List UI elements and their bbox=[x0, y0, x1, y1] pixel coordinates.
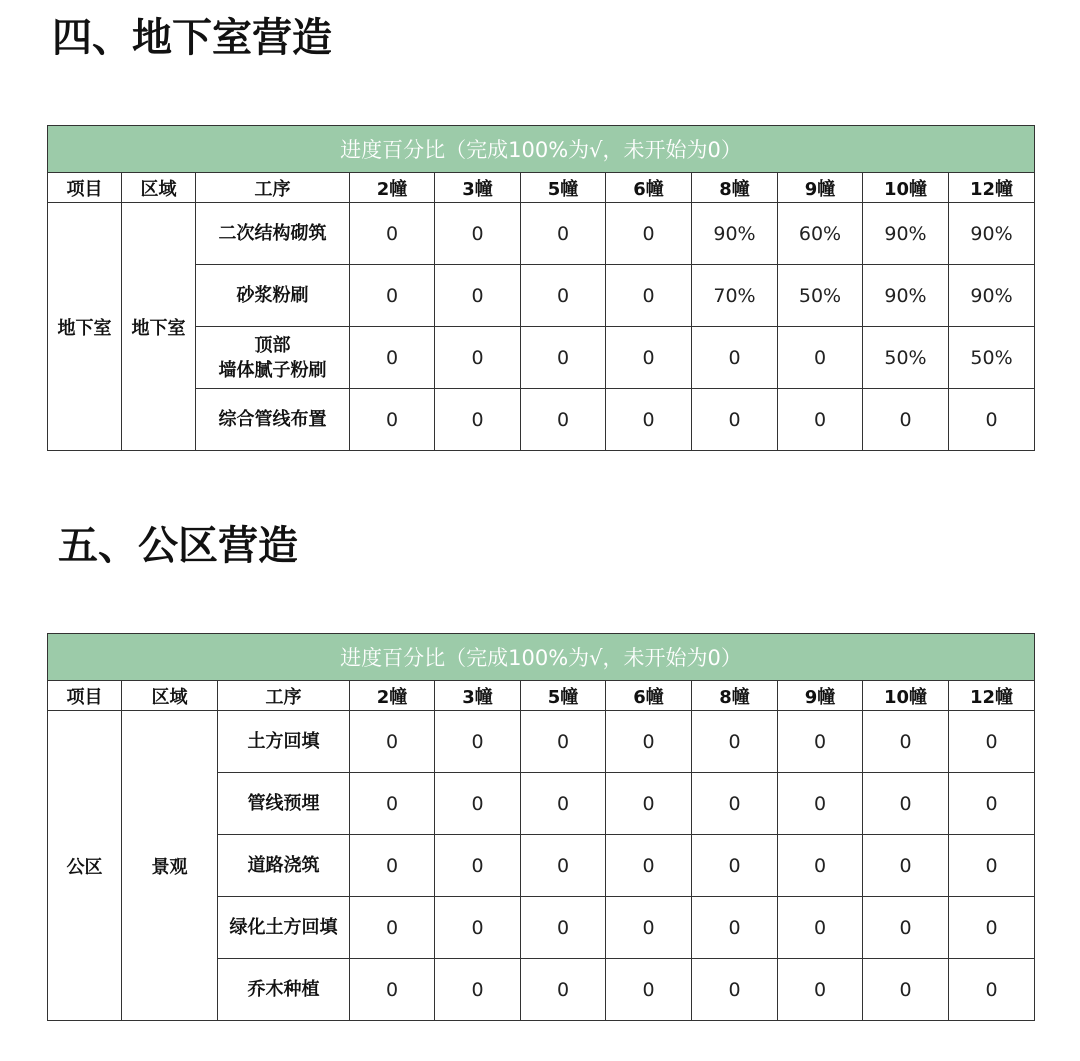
progress-value: 0 bbox=[949, 959, 1035, 1021]
section-title-basement: 四、地下室营造 bbox=[52, 15, 332, 61]
progress-value: 0 bbox=[863, 897, 949, 959]
column-header: 3幢 bbox=[435, 173, 521, 203]
progress-value: 0 bbox=[863, 835, 949, 897]
progress-value: 0 bbox=[435, 773, 521, 835]
step-cell bbox=[196, 327, 350, 389]
step-label: 顶部 bbox=[254, 334, 291, 356]
section-title-public-area: 五、公区营造 bbox=[58, 523, 298, 569]
progress-value: 0 bbox=[692, 711, 778, 773]
progress-value: 0 bbox=[692, 327, 778, 389]
progress-value: 0 bbox=[521, 773, 606, 835]
progress-value: 0 bbox=[692, 835, 778, 897]
column-header: 2幢 bbox=[350, 173, 435, 203]
progress-value: 0 bbox=[435, 897, 521, 959]
progress-value: 0 bbox=[606, 265, 692, 327]
step-label: 墙体腻子粉刷 bbox=[218, 359, 327, 381]
progress-value: 0 bbox=[350, 835, 435, 897]
progress-value: 0 bbox=[435, 389, 521, 451]
step-cell bbox=[196, 265, 350, 327]
column-header: 12幢 bbox=[949, 173, 1035, 203]
progress-value: 0 bbox=[521, 959, 606, 1021]
progress-value: 0 bbox=[692, 959, 778, 1021]
column-header: 5幢 bbox=[521, 173, 606, 203]
progress-value: 0 bbox=[949, 389, 1035, 451]
area-cell: 景观 bbox=[122, 711, 218, 1021]
progress-value: 90% bbox=[692, 203, 778, 265]
progress-value: 0 bbox=[778, 959, 863, 1021]
column-header: 5幢 bbox=[521, 681, 606, 711]
progress-value: 90% bbox=[863, 265, 949, 327]
progress-value: 50% bbox=[863, 327, 949, 389]
progress-value: 0 bbox=[606, 389, 692, 451]
column-header: 项目 bbox=[48, 681, 122, 711]
progress-value: 0 bbox=[435, 327, 521, 389]
table-caption: 进度百分比（完成100%为√，未开始为0） bbox=[48, 634, 1035, 681]
progress-value: 0 bbox=[692, 897, 778, 959]
step-cell bbox=[196, 203, 350, 265]
column-header: 10幢 bbox=[863, 681, 949, 711]
progress-value: 0 bbox=[778, 835, 863, 897]
progress-table-basement bbox=[47, 125, 1035, 451]
column-header: 项目 bbox=[48, 173, 122, 203]
progress-value: 90% bbox=[949, 265, 1035, 327]
column-header: 8幢 bbox=[692, 681, 778, 711]
progress-value: 0 bbox=[606, 897, 692, 959]
progress-value: 0 bbox=[606, 773, 692, 835]
progress-value: 0 bbox=[606, 835, 692, 897]
progress-value: 0 bbox=[606, 203, 692, 265]
step-label: 二次结构砌筑 bbox=[218, 223, 327, 244]
progress-value: 0 bbox=[350, 773, 435, 835]
step-label: 砂浆粉刷 bbox=[236, 285, 309, 306]
progress-value: 0 bbox=[863, 959, 949, 1021]
step-cell bbox=[218, 897, 350, 959]
step-cell bbox=[218, 959, 350, 1021]
progress-value: 0 bbox=[435, 203, 521, 265]
step-cell bbox=[196, 389, 350, 451]
column-header: 3幢 bbox=[435, 681, 521, 711]
progress-value: 0 bbox=[778, 389, 863, 451]
progress-value: 0 bbox=[949, 835, 1035, 897]
table-row bbox=[48, 711, 1035, 773]
column-header: 6幢 bbox=[606, 681, 692, 711]
progress-value: 0 bbox=[863, 773, 949, 835]
step-label: 土方回填 bbox=[247, 731, 320, 752]
column-header: 9幢 bbox=[778, 173, 863, 203]
project-cell: 公区 bbox=[48, 711, 122, 1021]
progress-value: 0 bbox=[949, 711, 1035, 773]
progress-value: 0 bbox=[863, 711, 949, 773]
progress-value: 0 bbox=[350, 203, 435, 265]
step-label: 综合管线布置 bbox=[218, 409, 327, 430]
progress-value: 0 bbox=[521, 835, 606, 897]
table-row bbox=[48, 389, 1035, 451]
header-row bbox=[48, 681, 1035, 711]
column-header: 9幢 bbox=[778, 681, 863, 711]
progress-value: 0 bbox=[778, 773, 863, 835]
progress-value: 0 bbox=[350, 327, 435, 389]
progress-value: 0 bbox=[692, 773, 778, 835]
progress-value: 0 bbox=[521, 897, 606, 959]
progress-value: 90% bbox=[863, 203, 949, 265]
column-header: 工序 bbox=[218, 681, 350, 711]
column-header: 10幢 bbox=[863, 173, 949, 203]
project-cell: 地下室 bbox=[48, 203, 122, 451]
progress-value: 0 bbox=[521, 389, 606, 451]
progress-value: 0 bbox=[435, 959, 521, 1021]
table-caption: 进度百分比（完成100%为√，未开始为0） bbox=[48, 126, 1035, 173]
progress-value: 0 bbox=[606, 711, 692, 773]
column-header: 8幢 bbox=[692, 173, 778, 203]
progress-value: 0 bbox=[521, 711, 606, 773]
step-label: 绿化土方回填 bbox=[229, 917, 338, 938]
column-header: 6幢 bbox=[606, 173, 692, 203]
progress-value: 50% bbox=[949, 327, 1035, 389]
progress-value: 0 bbox=[350, 265, 435, 327]
column-header: 区域 bbox=[122, 173, 196, 203]
progress-value: 0 bbox=[350, 711, 435, 773]
progress-value: 0 bbox=[435, 265, 521, 327]
progress-value: 0 bbox=[521, 203, 606, 265]
step-label: 道路浇筑 bbox=[247, 855, 320, 876]
step-label: 乔木种植 bbox=[247, 979, 320, 1000]
progress-value: 70% bbox=[692, 265, 778, 327]
header-row bbox=[48, 173, 1035, 203]
progress-value: 0 bbox=[435, 835, 521, 897]
progress-value: 0 bbox=[692, 389, 778, 451]
table-row bbox=[48, 203, 1035, 265]
column-header: 区域 bbox=[122, 681, 218, 711]
column-header: 2幢 bbox=[350, 681, 435, 711]
progress-value: 0 bbox=[350, 959, 435, 1021]
step-cell bbox=[218, 773, 350, 835]
table-row bbox=[48, 327, 1035, 389]
step-cell bbox=[218, 835, 350, 897]
progress-value: 50% bbox=[778, 265, 863, 327]
area-cell: 地下室 bbox=[122, 203, 196, 451]
progress-value: 0 bbox=[778, 327, 863, 389]
progress-value: 0 bbox=[521, 327, 606, 389]
progress-value: 0 bbox=[350, 389, 435, 451]
progress-value: 0 bbox=[606, 327, 692, 389]
column-header: 工序 bbox=[196, 173, 350, 203]
progress-value: 0 bbox=[778, 711, 863, 773]
progress-value: 0 bbox=[606, 959, 692, 1021]
progress-value: 0 bbox=[949, 773, 1035, 835]
progress-value: 60% bbox=[778, 203, 863, 265]
progress-value: 0 bbox=[863, 389, 949, 451]
progress-value: 0 bbox=[521, 265, 606, 327]
step-label: 管线预埋 bbox=[247, 793, 320, 814]
progress-table-public-area bbox=[47, 633, 1035, 1021]
step-cell bbox=[218, 711, 350, 773]
progress-value: 0 bbox=[949, 897, 1035, 959]
progress-value: 0 bbox=[350, 897, 435, 959]
table-row bbox=[48, 265, 1035, 327]
progress-value: 90% bbox=[949, 203, 1035, 265]
progress-value: 0 bbox=[778, 897, 863, 959]
progress-value: 0 bbox=[435, 711, 521, 773]
column-header: 12幢 bbox=[949, 681, 1035, 711]
